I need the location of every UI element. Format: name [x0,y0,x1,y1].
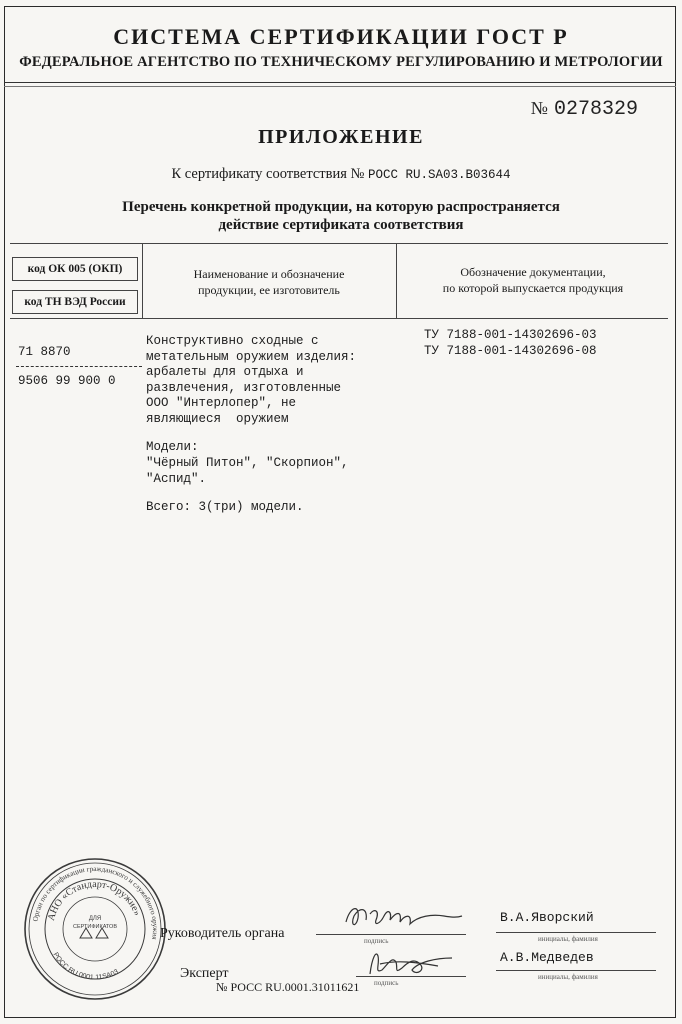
head-signature [340,898,470,938]
form-number-value: 0278329 [553,98,638,121]
okp-code-value: 71 8870 [18,345,71,359]
certificate-number: РОСС RU.SA03.B03644 [367,168,511,182]
expert-label: Эксперт [180,966,229,981]
seal-outer-text: Орган по сертификации гражданского и служебного оружия [31,864,160,941]
product-name-header-line-2: продукции, ее изготовитель [198,283,340,297]
product-name-header-line-1: Наименование и обозначение [193,267,345,281]
tnved-code-header: код ТН ВЭД России [12,290,138,314]
table-divider-1 [142,243,143,318]
product-list-title [0,198,682,234]
seal-center-line-2: СЕРТИФИКАТОВ [72,924,118,930]
list-title-line-2: действие сертификата соответствия [218,217,464,233]
okp-code-header: код ОК 005 (ОКП) [12,257,138,281]
head-name: В.А.Яворский [500,910,594,925]
list-title-line-1: Перечень конкретной продукции, на которую распространяется [122,199,560,215]
table-top-rule [10,243,668,244]
table-header-bottom-rule [10,318,668,319]
documents-header-line-1: Обозначение документации, [460,265,606,279]
head-name-caption: инициалы, фамилия [538,935,598,943]
seal-org-name: АНО «Стандарт-Оружие» [45,878,143,922]
certification-seal [22,856,168,1002]
models-total: Всего: 3(три) модели. [146,500,304,514]
product-name-header [146,266,392,298]
models-list: "Чёрный Питон", "Скорпион", "Аспид". [146,456,349,486]
table-divider-2 [396,243,397,318]
expert-name-caption: инициалы, фамилия [538,973,598,981]
certificate-reference [0,166,682,183]
head-name-line [496,932,656,933]
number-sign: № [530,98,548,118]
seal-center-line-1: ДЛЯ [88,916,102,922]
seal-reg-number: РОСС RU.0001.11SA03 [51,951,120,982]
certificate-label: К сертификату соответствия № [171,166,365,182]
header-divider [4,82,676,83]
appendix-title: ПРИЛОЖЕНИЕ [258,126,424,148]
system-title: СИСТЕМА СЕРТИФИКАЦИИ ГОСТ Р [113,24,569,49]
documents-header [400,264,666,296]
expert-signature-caption: подпись [374,979,399,987]
agency-subtitle: ФЕДЕРАЛЬНОЕ АГЕНТСТВО ПО ТЕХНИЧЕСКОМУ РЕГУЛИРОВАНИЮ И МЕТРОЛОГИИ [19,54,663,70]
expert-signature [356,944,466,984]
tnved-code-value: 9506 99 900 0 [18,374,116,388]
documents-header-line-2: по которой выпускается продукция [442,281,624,295]
expert-name-line [496,970,656,971]
models-label: Модели: [146,440,199,454]
expert-registration: № РОСС RU.0001.31011621 [216,980,360,994]
header-divider-thin [4,86,676,87]
product-description: Конструктивно сходные с метательным оружием изделия: арбалеты для отдыха и развлечения, изготовленные ООО "Интерлопер", не являющиеся оружием [146,334,357,426]
documents-list: ТУ 7188-001-14302696-03 ТУ 7188-001-14302696-08 [424,328,597,358]
expert-name: А.В.Медведев [500,950,594,965]
head-label: Руководитель органа [160,926,285,941]
head-signature-caption: подпись [364,937,389,945]
code-separator [16,366,142,367]
form-number [531,98,638,121]
